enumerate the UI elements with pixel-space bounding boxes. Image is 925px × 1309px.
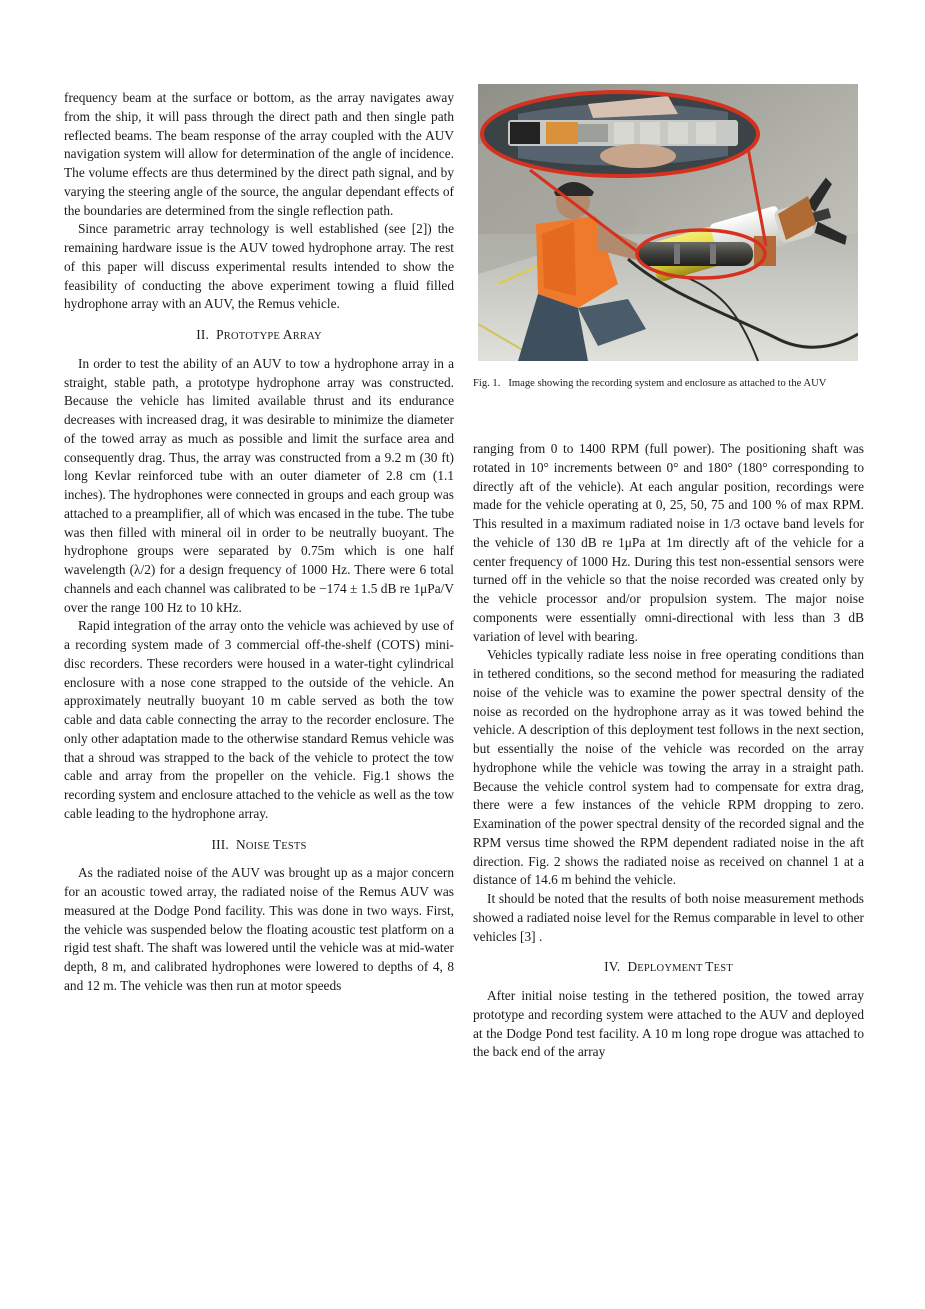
right-column xyxy=(473,440,864,1062)
auv-recording-system-photo xyxy=(478,84,858,361)
left-column xyxy=(64,89,454,996)
paragraph: In order to test the ability of an AUV to tow a hydrophone array in a straight, stable path, a prototype hydrophone array was constructed. Because the vehicle has limited available thrust and its endurance decreases with increased drag, it was desirable to minimize the diameter of the towed array as much as possible and limit the surface area and consequently drag. Thus, the array was constructed from a 9.2 m (30 ft) long Kevlar reinforced tube with an outer diameter of 2.8 cm (1.1 inches). The hydrophones were connected in groups and each group was attached to a preamplifier, all of which was encased in the tube. The tube was then filled with mineral oil in order to be neutrally buoyant. The hydrophone groups were separated by 0.75m which is one half wavelength (λ/2) for a design frequency of 1000 Hz. There were 6 total channels and each channel was calibrated to be −174 ± 1.5 dB re 1μPa/V over the range 100 Hz to 10 kHz. xyxy=(64,355,454,615)
paragraph: frequency beam at the surface or bottom, as the array navigates away from the ship, it will pass through the direct path and then single path reflected beams. The beam response of the array coupled with the AUV navigation system will allow for determination of the angle of incidence. The volume effects are thus determined by the direct path signal, and by varying the steering angle of the source, the angular dependant effects of the boundaries are determined from the single reflection path. xyxy=(64,90,454,218)
paragraph: ranging from 0 to 1400 RPM (full power). The positioning shaft was rotated in 10° increments between 0° and 180° (180° corresponding to directly aft of the vehicle). At each angular position, recordings were made for the vehicle operating at 0, 25, 50, 75 and 100 % of max RPM. This resulted in a maximum radiated noise in 1/3 octave band levels for the vehicle of 130 dB re 1μPa at 1m directly aft of the vehicle for a center frequency of 1000 Hz. During this test non-essential sensors were turned off in the vehicle so that the noise recorded was created only by the vehicle processor and/or propulsion system. The major noise components were essentially omni-directional with less than 3 dB variation of level with bearing. xyxy=(473,441,864,644)
section-heading-noise-tests: III. NOISE TESTS xyxy=(211,836,307,852)
paragraph: Since parametric array technology is well established (see [2]) the remaining hardware issue is the AUV towed hydrophone array. The rest of this paper will discuss experimental results intended to show the feasibility of conducting the above experiment towing a fluid filled hydrophone array with an AUV, the Remus vehicle. xyxy=(64,221,454,312)
paragraph: After initial noise testing in the tethered position, the towed array prototype and recording system were attached to the AUV and deployed at the Dodge Pond test facility. A 10 m long rope drogue was attached to the back end of the array xyxy=(473,988,864,1060)
figure-photo xyxy=(478,84,858,361)
paragraph: Vehicles typically radiate less noise in free operating conditions than in tethered conditions, so the second method for measuring the radiated noise of the vehicle was to examine the power spectral density of the noise as recorded on the hydrophone array as it was towed behind the vehicle. A description of this deployment test follows in the next section, but essentially the noise of the vehicle was recorded on the array hydrophone while the vehicle was towing the array in a straight path. Because the vehicle control system had to compensate for extra drag, there were a few instances of the vehicle RPM dropping to zero. Examination of the power spectral density of the recorded signal and the RPM versus time showed the RPM dependent radiated noise in the aft direction. Fig. 2 shows the radiated noise as received on channel 1 at a distance of 14.6 m behind the vehicle. xyxy=(473,647,864,888)
paragraph: As the radiated noise of the AUV was brought up as a major concern for an acoustic towed array, the radiated noise of the Remus AUV was measured at the Dodge Pond facility. This was done in two ways. First, the vehicle was suspended below the floating acoustic test platform on a rigid test shaft. The shaft was lowered until the vehicle was at mid-water depth, 8 m, and calibrated hydrophones were lowered to depths of 4, 8 and 12 m. The vehicle was then run at motor speeds xyxy=(64,865,454,993)
section-heading-prototype-array: II. PROTOTYPE ARRAY xyxy=(196,327,322,342)
paragraph: It should be noted that the results of both noise measurement methods showed a radiated noise level for the Remus comparable in level to other vehicles [3] . xyxy=(473,891,864,944)
caption-text: Image showing the recording system and enclosure as attached to the AUV xyxy=(508,378,827,389)
paragraph: Rapid integration of the array onto the vehicle was achieved by use of a recording system made of 3 commercial off-the-shelf (COTS) mini-disc recorders. These recorders were housed in a water-tight cylindrical enclosure with a nose cone strapped to the outside of the vehicle. An approximately neutrally buoyant 10 m cable served as both the tow cable and data cable connecting the array to the recorder enclosure. The only other adaptation made to the otherwise standard Remus vehicle was that a shroud was strapped to the back of the vehicle to protect the tow cable and array from the propeller on the vehicle. Fig.1 shows the recording system and enclosure attached to the vehicle as well as the tow cable leading to the hydrophone array. xyxy=(64,618,454,821)
section-heading-deployment-test: IV. DEPLOYMENT TEST xyxy=(604,959,733,975)
figure-label: Fig. 1. xyxy=(473,378,501,389)
figure-caption xyxy=(473,377,864,391)
